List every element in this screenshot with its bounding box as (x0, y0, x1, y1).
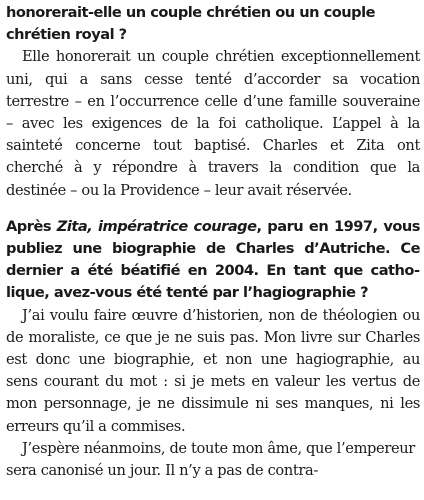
book-title: Zita, impératrice courage (56, 217, 257, 235)
question-2 (6, 216, 420, 305)
question-line-1: honorerait-elle un couple chrétien ou un couple (6, 4, 375, 21)
section-gap (6, 202, 420, 216)
interview-page (6, 2, 420, 482)
question-continued (6, 2, 420, 46)
answer-paragraph-3: J’espère néanmoins, de toute mon âme, que l’empereur sera canonisé un jour. Il n’y a pas de contra- (6, 439, 415, 480)
question-2-intro: Après (6, 217, 57, 235)
question-2-body: , paru en 1997, vous publiez une biographie de Charles d’Autriche. Ce dernier a été béatifié en 2004. En tant que catholique, avez-vous été tenté par l’hagiographie ? (6, 217, 420, 302)
answer-paragraph-2: J’ai voulu faire œuvre d’historien, non de théologien ou de moraliste, ce que je ne suis pas. Mon livre sur Charles est donc une biographie, et non une hagiographie, au sens courant du mot : si je mets en valeur les vertus de mon personnage, je ne dissimule ni ses manques, ni les erreurs qu’il a commises. (6, 306, 420, 435)
answer-paragraph-1: Elle honorerait un couple chrétien exceptionnellement uni, qui a sans cesse tenté d’accorder sa vocation terrestre – en l’occurrence celle d’une famille souveraine – avec les exigences de la foi catholique. L’appel à la sainteté concerne tout baptisé. Charles et Zita ont cherché à y répondre à travers la condition que la destinée – ou la Providence – leur avait réservée. (6, 48, 420, 199)
question-line-2: chrétien royal ? (6, 26, 127, 44)
